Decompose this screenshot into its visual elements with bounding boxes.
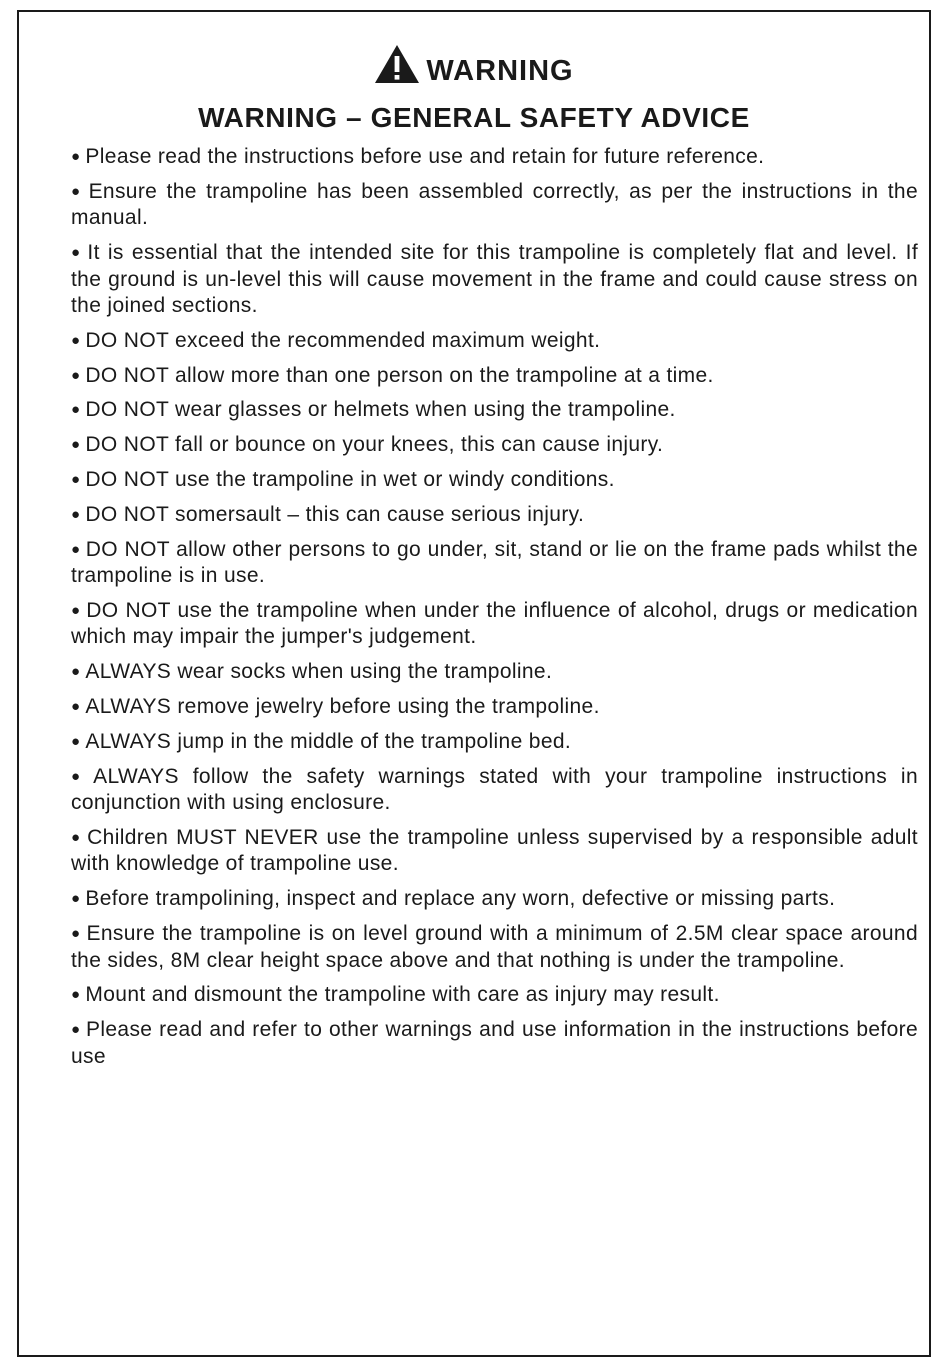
safety-advice-text: DO NOT wear glasses or helmets when using the trampoline.	[85, 398, 676, 422]
bullet-icon: ●	[71, 663, 81, 681]
warning-triangle-icon	[374, 44, 420, 84]
safety-advice-item	[71, 537, 918, 590]
bullet-icon: ●	[71, 1021, 82, 1039]
bullet-icon: ●	[71, 601, 82, 619]
safety-advice-item	[71, 179, 918, 232]
safety-advice-text: Please read the instructions before use and retain for future reference.	[85, 145, 765, 168]
bullet-icon: ●	[71, 986, 81, 1004]
bullet-icon: ●	[71, 540, 81, 558]
bullet-icon: ●	[71, 244, 83, 262]
bullet-icon: ●	[71, 366, 81, 384]
warning-label: WARNING	[426, 55, 574, 87]
safety-advice-text: DO NOT fall or bounce on your knees, this can cause injury.	[85, 433, 664, 457]
safety-advice-item	[71, 1017, 918, 1070]
safety-advice-item	[71, 825, 918, 878]
safety-advice-item	[71, 729, 918, 756]
safety-advice-item	[71, 764, 918, 817]
page-frame	[17, 10, 931, 1357]
safety-advice-item	[71, 363, 918, 390]
bullet-icon: ●	[71, 732, 81, 750]
safety-advice-item	[71, 598, 918, 651]
safety-advice-item	[71, 659, 918, 686]
safety-advice-item	[71, 982, 918, 1009]
safety-advice-text: ALWAYS follow the safety warnings stated with your trampoline instructions in conjunction with using enclosure.	[71, 764, 918, 815]
bullet-icon: ●	[71, 925, 82, 943]
safety-advice-text: Mount and dismount the trampoline with care as injury may result.	[85, 983, 720, 1007]
safety-advice-text: Ensure the trampoline is on level ground with a minimum of 2.5M clear space around the sides, 8M clear height space above and that nothing is under the trampoline.	[71, 922, 918, 972]
bullet-icon: ●	[71, 182, 84, 200]
bullet-icon: ●	[71, 401, 81, 419]
bullet-icon: ●	[71, 698, 81, 716]
safety-advice-item	[71, 397, 918, 424]
safety-advice-text: ALWAYS wear socks when using the trampoline.	[85, 660, 553, 684]
safety-advice-text: Before trampolining, inspect and replace any worn, defective or missing parts.	[85, 887, 836, 911]
safety-advice-text: Please read and refer to other warnings and use information in the instructions before use	[71, 1018, 918, 1068]
safety-advice-text: Children MUST NEVER use the trampoline unless supervised by a responsible adult with knowledge of trampoline use.	[71, 825, 918, 876]
bullet-icon: ●	[71, 436, 81, 454]
bullet-icon: ●	[71, 828, 83, 846]
bullet-icon: ●	[71, 331, 81, 349]
safety-advice-text: DO NOT exceed the recommended maximum weight.	[85, 328, 601, 352]
bullet-icon: ●	[71, 148, 81, 165]
bullet-icon: ●	[71, 767, 89, 785]
safety-advice-text: DO NOT somersault – this can cause serious injury.	[85, 502, 585, 526]
safety-advice-item	[71, 144, 918, 171]
safety-advice-list	[71, 144, 918, 1078]
bullet-icon: ●	[71, 505, 81, 523]
safety-advice-text: ALWAYS remove jewelry before using the trampoline.	[85, 695, 600, 719]
document-title: WARNING – GENERAL SAFETY ADVICE	[198, 102, 750, 133]
safety-advice-text: It is essential that the intended site for this trampoline is completely flat and level. If the ground is un-level this will cause movement in the frame and could cause stress on the joined sections.	[71, 241, 918, 318]
safety-advice-text: ALWAYS jump in the middle of the trampoline bed.	[85, 729, 572, 753]
safety-advice-item	[71, 886, 918, 913]
safety-advice-text: Ensure the trampoline has been assembled correctly, as per the instructions in the manual.	[71, 179, 918, 230]
safety-advice-item	[71, 328, 918, 355]
safety-advice-text: DO NOT allow more than one person on the trampoline at a time.	[85, 363, 714, 387]
bullet-icon: ●	[71, 890, 81, 908]
safety-advice-text: DO NOT allow other persons to go under, sit, stand or lie on the frame pads whilst the trampoline is in use.	[71, 537, 918, 588]
safety-advice-text: DO NOT use the trampoline when under the influence of alcohol, drugs or medication which may impair the jumper's judgement.	[71, 598, 918, 649]
safety-advice-item	[71, 921, 918, 974]
safety-advice-item	[71, 240, 918, 320]
bullet-icon: ●	[71, 471, 81, 489]
safety-advice-text: DO NOT use the trampoline in wet or windy conditions.	[85, 468, 615, 492]
safety-advice-item	[71, 694, 918, 721]
safety-advice-item	[71, 502, 918, 529]
safety-advice-item	[71, 432, 918, 459]
warning-header	[19, 44, 929, 87]
safety-advice-item	[71, 467, 918, 494]
